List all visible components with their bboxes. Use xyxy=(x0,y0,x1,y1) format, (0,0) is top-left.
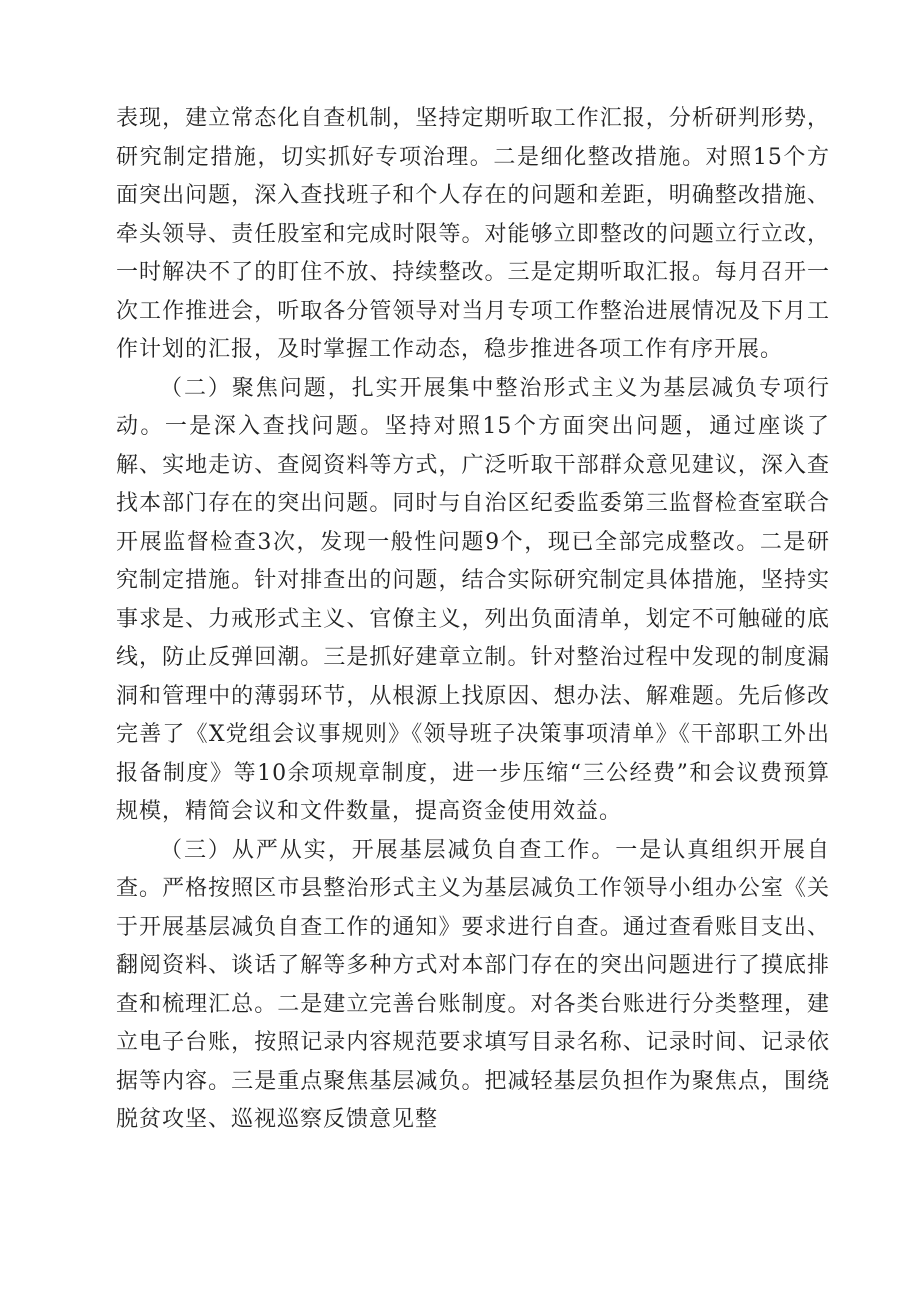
paragraph-continuation: 表现，建立常态化自查机制，坚持定期听取工作汇报，分析研判形势，研究制定措施，切实抓好专项治理。二是细化整改措施。对照15个方面突出问题，深入查找班子和个人存在的问题和差距，明确整改措施、牵头领导、责任股室和完成时限等。对能够立即整改的问题立行立改，一时解决不了的盯住不放、持续整改。三是定期听取汇报。每月召开一次工作推进会，听取各分管领导对当月专项工作整治进展情况及下月工作计划的汇报，及时掌握工作动态，稳步推进各项工作有序开展。 xyxy=(116,106,830,362)
document-page xyxy=(116,100,830,1140)
paragraph-section-2: （二）聚焦问题，扎实开展集中整治形式主义为基层减负专项行动。一是深入查找问题。坚持对照15个方面突出问题，通过座谈了解、实地走访、查阅资料等方式，广泛听取干部群众意见建议，深入查找本部门存在的突出问题。同时与自治区纪委监委第三监督检查室联合开展监督检查3次，发现一般性问题9个，现已全部完成整改。二是研究制定措施。针对排查出的问题，结合实际研究制定具体措施，坚持实事求是、力戒形式主义、官僚主义，列出负面清单，划定不可触碰的底线，防止反弹回潮。三是抓好建章立制。针对整治过程中发现的制度漏洞和管理中的薄弱环节，从根源上找原因、想办法、解难题。先后修改完善了《X党组会议事规则》《领导班子决策事项清单》《干部职工外出报备制度》等10余项规章制度，进一步压缩“三公经费”和会议费预算规模，精简会议和文件数量，提高资金使用效益。 xyxy=(116,375,830,824)
paragraph-section-3: （三）从严从实，开展基层减负自查工作。一是认真组织开展自查。严格按照区市县整治形式主义为基层减负工作领导小组办公室《关于开展基层减负自查工作的通知》要求进行自查。通过查看账目支出、翻阅资料、谈话了解等多种方式对本部门存在的突出问题进行了摸底排查和梳理汇总。二是建立完善台账制度。对各类台账进行分类整理，建立电子台账，按照记录内容规范要求填写目录名称、记录时间、记录依据等内容。三是重点聚焦基层减负。把减轻基层负担作为聚焦点，围绕脱贫攻坚、巡视巡察反馈意见整 xyxy=(116,837,830,1132)
